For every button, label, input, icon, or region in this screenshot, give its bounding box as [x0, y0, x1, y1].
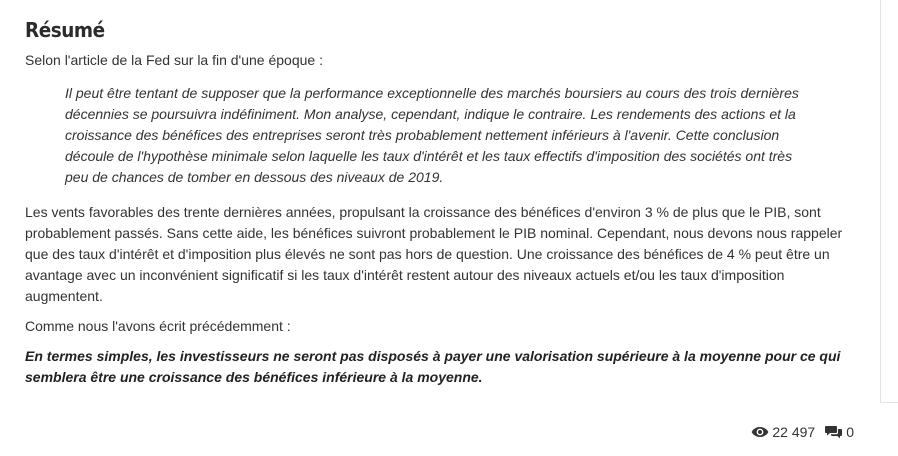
section-title: Résumé [25, 18, 105, 42]
emphasis-text: En termes simples, les investisseurs ne seront pas disposés à payer une valorisation supérieure à la moyenne pour ce qui semblera être une croissance des bénéfices inférieure à la moyenne. [25, 348, 841, 385]
comments-counter[interactable] [825, 424, 854, 440]
comments-icon [825, 425, 843, 439]
right-divider-foot [880, 402, 898, 403]
blockquote-text: Il peut être tentant de supposer que la performance exceptionnelle des marchés boursiers au cours des trois dernières décennies se poursuivra indéfiniment. Mon analyse, cependant, indique le contraire. Les rendements des actions et la croissance des bénéfices des entreprises seront très probablement nettement inférieurs à l'avenir. Cette conclusion découle de l'hypothèse minimale selon laquelle les taux d'intérêt et les taux effectifs d'imposition des sociétés ont très peu de chances de tomber en dessous des niveaux de 2019. [65, 85, 799, 185]
body-paragraph: Les vents favorables des trente dernières années, propulsant la croissance des bénéfices d'environ 3 % de plus que le PIB, sont probablement passés. Sans cette aide, les bénéfices suivront probablement le PIB nominal. Cependant, nous devons nous rappeler que des taux d'intérêt et d'imposition plus élevés ne sont pas hors de question. Une croissance des bénéfices de 4 % peut être un avantage avec un inconvénient significatif si les taux d'intérêt restent autour des niveaux actuels et/ou les taux d'imposition augmentent. [25, 204, 843, 304]
comments-count: 0 [846, 424, 854, 440]
article-summary [25, 14, 855, 388]
eye-icon [751, 426, 769, 438]
views-counter[interactable] [751, 424, 815, 440]
lead-in-text: Comme nous l'avons écrit précédemment : [25, 318, 291, 334]
views-count: 22 497 [772, 424, 816, 440]
article-stats [751, 424, 854, 440]
right-divider [880, 0, 881, 402]
intro-text: Selon l'article de la Fed sur la fin d'une époque : [25, 52, 323, 68]
